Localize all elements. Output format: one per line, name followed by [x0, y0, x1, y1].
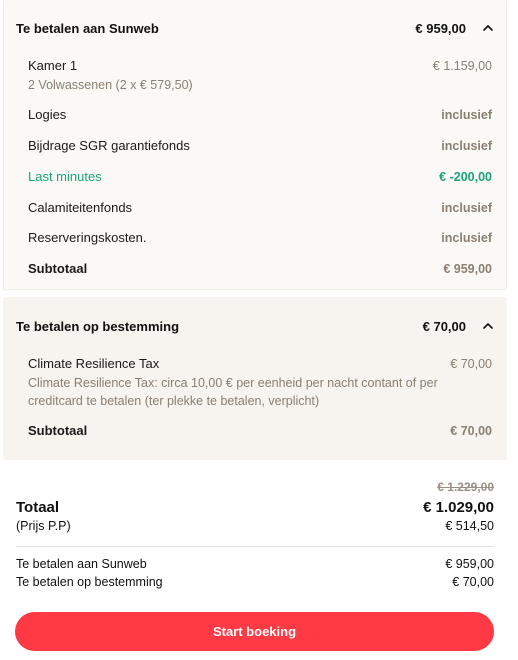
price-row-climate-tax [28, 356, 492, 371]
price-row-last-minutes [28, 169, 492, 184]
old-price: € 1.229,00 [437, 480, 494, 494]
subtotal-label: Subtotaal [28, 261, 88, 276]
price-row-value: inclusief [441, 230, 492, 245]
pay-sunweb-label: Te betalen aan Sunweb [16, 557, 147, 571]
subtotal-label: Subtotaal [28, 423, 88, 438]
pay-destination-label: Te betalen op bestemming [16, 575, 163, 589]
total-label: Totaal [16, 499, 60, 516]
chevron-up-icon[interactable] [480, 318, 496, 334]
price-row-subtotal [28, 261, 492, 276]
price-row-label: Calamiteitenfonds [28, 200, 133, 215]
climate-tax-note-line1: Climate Resilience Tax: circa 10,00 € per eenheid per nacht contant of per [28, 376, 438, 390]
price-row-value: € 1.159,00 [432, 58, 492, 73]
price-row-logies [28, 107, 492, 122]
sunweb-section-title: Te betalen aan Sunweb [16, 20, 159, 36]
sunweb-section-header[interactable] [16, 20, 496, 36]
pay-sunweb-row [16, 557, 494, 571]
start-booking-button[interactable]: Start boeking [15, 612, 494, 651]
price-per-person-label: (Prijs P.P) [16, 519, 71, 533]
pay-sunweb-value: € 959,00 [445, 557, 494, 571]
total-row [16, 499, 494, 516]
price-row-value: inclusief [441, 138, 492, 153]
price-row-calamiteitenfonds [28, 200, 492, 215]
price-per-person-row [16, 519, 494, 533]
sunweb-section-amount: € 959,00 [415, 20, 466, 36]
divider [16, 546, 494, 547]
price-row-value: inclusief [441, 200, 492, 215]
price-row-value: € -200,00 [439, 169, 492, 184]
destination-section-title: Te betalen op bestemming [16, 318, 180, 334]
pay-destination-row [16, 575, 494, 589]
price-row-label: Logies [28, 107, 67, 122]
destination-section-amount: € 70,00 [422, 318, 466, 334]
price-row-sgr [28, 138, 492, 153]
subtotal-value: € 959,00 [443, 261, 492, 276]
price-row-label: Bijdrage SGR garantiefonds [28, 138, 190, 153]
price-row-label: Climate Resilience Tax [28, 356, 160, 371]
price-row-kamer [28, 58, 492, 73]
price-row-label: Last minutes [28, 169, 102, 184]
price-row-value: € 70,00 [450, 356, 492, 371]
price-row-sublabel: 2 Volwassenen (2 x € 579,50) [28, 78, 193, 92]
pay-destination-value: € 70,00 [452, 575, 494, 589]
destination-subtotal-row [28, 423, 492, 438]
total-value: € 1.029,00 [423, 499, 494, 516]
subtotal-value: € 70,00 [450, 423, 492, 438]
destination-section-header[interactable] [16, 318, 496, 334]
chevron-up-icon[interactable] [480, 20, 496, 36]
price-row-reserveringskosten [28, 230, 492, 245]
price-row-value: inclusief [441, 107, 492, 122]
price-row-label: Reserveringskosten. [28, 230, 147, 245]
climate-tax-note-line2: creditcard te betalen (ter plekke te betalen, verplicht) [28, 394, 320, 408]
price-row-label: Kamer 1 [28, 58, 78, 73]
price-per-person-value: € 514,50 [445, 519, 494, 533]
